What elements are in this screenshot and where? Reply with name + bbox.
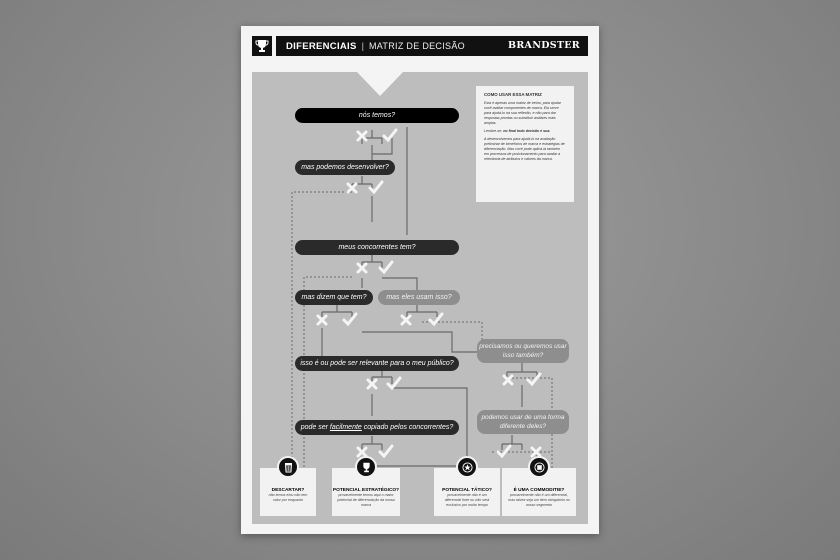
question-q6: precisamos ou queremos usar isso também? bbox=[477, 339, 569, 363]
info-paragraph-2 bbox=[484, 129, 566, 134]
question-q8 bbox=[295, 420, 459, 435]
question-q2: mas podemos desenvolver? bbox=[295, 160, 395, 175]
trophy-icon bbox=[361, 462, 372, 473]
page-subtitle: MATRIZ DE DECISÃO bbox=[368, 41, 465, 51]
info-box bbox=[476, 86, 574, 202]
outcome-strategic-desc: provavelmente temos aqui o maior potencial de diferenciação da nossa marca bbox=[337, 493, 395, 507]
question-q8-post: copiado pelos concorrentes? bbox=[361, 424, 454, 431]
title-separator: | bbox=[361, 41, 364, 51]
outcome-commodity-desc: provavelmente não é um diferencial, mas talvez seja um item obrigatório no nosso segmento bbox=[508, 493, 570, 507]
outcome-strategic bbox=[332, 468, 400, 516]
outcome-discard-icon-wrap bbox=[277, 456, 299, 478]
question-q8-underlined: facilmente bbox=[329, 424, 362, 431]
question-q9: podemos usar de uma forma diferente deles? bbox=[477, 410, 569, 434]
title-bar bbox=[276, 36, 588, 56]
outcome-tactical-desc: provavelmente não é um diferencial forte ou não será exclusivo por muito tempo bbox=[444, 493, 490, 507]
outcome-discard bbox=[260, 468, 316, 516]
outcome-discard-desc: não temos e/ou não tem valor por enquanto bbox=[268, 493, 308, 502]
outcome-strategic-icon-wrap bbox=[355, 456, 377, 478]
question-q8-pre: pode ser bbox=[300, 424, 330, 431]
outcome-commodity-title: É UMA COMMODITIE? bbox=[513, 488, 565, 493]
question-q4: mas dizem que tem? bbox=[295, 290, 373, 305]
header bbox=[252, 36, 588, 58]
flowchart-panel bbox=[252, 72, 588, 524]
logo-box bbox=[252, 36, 272, 56]
outcome-tactical bbox=[434, 468, 500, 516]
stop-icon bbox=[534, 462, 545, 473]
info-paragraph-2-bold: no final todo decisão é sua. bbox=[503, 129, 551, 133]
trophy-icon bbox=[255, 39, 269, 53]
star-icon bbox=[462, 462, 473, 473]
info-paragraph-3: A desenvolvemos para ajudá-lo na avaliação preliminar de benefícios de marca e estratégias de diferenciação. Mas você pode aplicá-la também em processos de posicionamento para avaliar a relevância de atributos e valores da marca. bbox=[484, 137, 565, 161]
poster bbox=[241, 26, 599, 534]
outcome-commodity-icon-wrap bbox=[528, 456, 550, 478]
info-paragraph-1: Esta é apenas uma matriz de treino, para ajudar você avaliar componentes de marca. Ela serve para ajudá-lo na sua reflexão, e não para dar respostas prontas ou substituir análises mais amplas. bbox=[484, 101, 561, 125]
question-q5: mas eles usam isso? bbox=[378, 290, 460, 305]
outcome-tactical-title: POTENCIAL TÁTICO? bbox=[442, 488, 492, 493]
question-q3: meus concorrentes tem? bbox=[295, 240, 459, 255]
brand-logo: BRANDSTER bbox=[508, 40, 580, 51]
question-q7: isso é ou pode ser relevante para o meu público? bbox=[295, 356, 459, 371]
question-q1: nós temos? bbox=[295, 108, 459, 123]
outcome-discard-title: DESCARTAR? bbox=[271, 488, 305, 493]
info-paragraph-2-pre: Lembre-se: bbox=[484, 129, 504, 133]
outcome-tactical-icon-wrap bbox=[456, 456, 478, 478]
outcome-strategic-title: POTENCIAL ESTRATÉGICO? bbox=[332, 488, 400, 493]
outcome-commodity bbox=[502, 468, 576, 516]
trash-icon bbox=[283, 462, 294, 473]
info-heading: COMO USAR ESSA MATRIZ bbox=[484, 92, 542, 97]
page-title: DIFERENCIAIS bbox=[286, 40, 357, 52]
